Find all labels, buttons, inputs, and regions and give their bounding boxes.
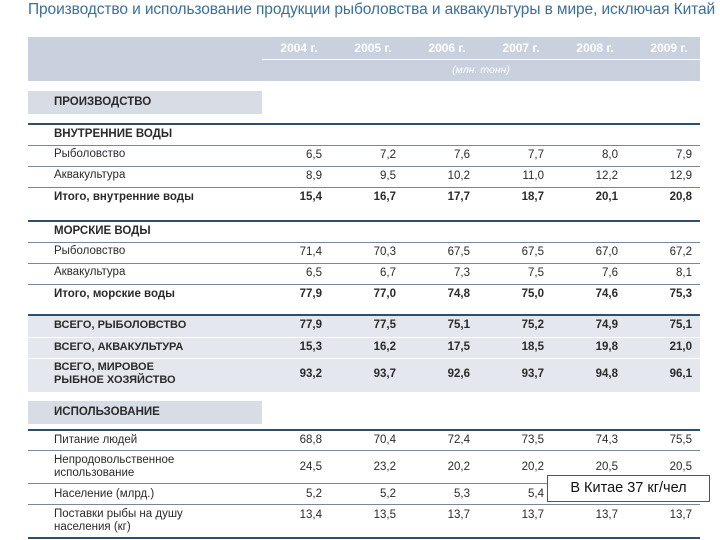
- cell: 18,5: [521, 341, 544, 353]
- cell: 7,6: [454, 149, 470, 161]
- cell: 67,0: [595, 246, 618, 258]
- cell: 24,5: [299, 461, 322, 473]
- row-label: ВСЕГО, АКВАКУЛЬТУРА: [54, 341, 184, 353]
- cell: 92,6: [447, 368, 470, 380]
- table-row-total: [28, 284, 700, 308]
- data-table: [28, 37, 700, 540]
- cell: 8,9: [306, 170, 322, 182]
- row-label: Рыболовство: [54, 148, 126, 160]
- cell: 9,5: [380, 170, 396, 182]
- cell: 13,7: [521, 509, 544, 521]
- table-row-total: [28, 337, 700, 359]
- unit-label: (млн. тонн): [452, 64, 510, 76]
- page-title: Производство и использование продукции рыболовства и аквакультуры в мире, исключая Китай: [28, 1, 716, 18]
- table-row: [28, 166, 700, 188]
- cell: 20,2: [521, 461, 544, 473]
- row-label-line: Поставки рыбы на душу: [54, 508, 183, 520]
- table-row: [28, 431, 700, 450]
- cell: 5,2: [306, 488, 322, 500]
- cell: 75,5: [669, 434, 692, 446]
- cell: 17,5: [447, 341, 470, 353]
- cell: 5,4: [528, 488, 544, 500]
- cell: 72,4: [447, 434, 470, 446]
- table-row: [28, 504, 700, 538]
- cell: 74,8: [447, 288, 470, 300]
- cell: 67,5: [447, 246, 470, 258]
- row-label-line: РЫБНОЕ ХОЗЯЙСТВО: [54, 374, 176, 386]
- cell: 70,3: [373, 246, 396, 258]
- cell: 75,3: [669, 288, 692, 300]
- row-label: Итого, внутренние воды: [54, 191, 194, 203]
- year-header: 2007 г.: [502, 41, 540, 55]
- section-production: ПРОИЗВОДСТВО: [28, 91, 262, 114]
- cell: 75,1: [447, 319, 470, 331]
- cell: 13,7: [595, 509, 618, 521]
- cell: 77,0: [373, 288, 396, 300]
- row-label: Аквакультура: [54, 169, 126, 181]
- row-label: Население (млрд.): [54, 488, 155, 500]
- year-header: 2005 г.: [354, 41, 392, 55]
- table-row-total: [28, 358, 700, 392]
- cell: 7,6: [602, 267, 618, 279]
- cell: 94,8: [595, 368, 618, 380]
- header-divider: [262, 59, 700, 60]
- year-header: 2006 г.: [428, 41, 466, 55]
- cell: 20,8: [669, 191, 692, 203]
- cell: 13,7: [447, 509, 470, 521]
- cell: 5,3: [454, 488, 470, 500]
- cell: 19,8: [595, 341, 618, 353]
- cell: 7,3: [454, 267, 470, 279]
- cell: 16,2: [373, 341, 396, 353]
- cell: 15,4: [299, 191, 322, 203]
- row-label: Аквакультура: [54, 266, 126, 278]
- cell: 16,7: [373, 191, 396, 203]
- cell: 13,5: [373, 509, 396, 521]
- cell: 75,1: [669, 319, 692, 331]
- cell: 75,2: [521, 319, 544, 331]
- subsection-inland: ВНУТРЕННИЕ ВОДЫ: [28, 123, 700, 140]
- row-label: [54, 508, 254, 534]
- row-label: Итого, морские воды: [54, 288, 175, 300]
- cell: 20,5: [595, 461, 618, 473]
- row-label: Питание людей: [54, 434, 138, 446]
- subsection-marine: МОРСКИЕ ВОДЫ: [28, 220, 700, 237]
- cell: 20,5: [669, 461, 692, 473]
- cell: 11,0: [522, 170, 544, 182]
- cell: 6,7: [380, 267, 396, 279]
- cell: 21,0: [669, 341, 692, 353]
- table-row-total: [28, 187, 700, 211]
- cell: 77,5: [373, 319, 396, 331]
- row-label-line: населения (кг): [54, 521, 131, 533]
- row-label: Рыболовство: [54, 245, 126, 257]
- cell: 93,2: [299, 368, 322, 380]
- cell: 74,3: [595, 434, 618, 446]
- cell: 7,5: [528, 267, 544, 279]
- year-header: 2008 г.: [576, 41, 614, 55]
- cell: 74,9: [595, 319, 618, 331]
- row-label: [54, 361, 254, 387]
- cell: 17,7: [447, 191, 470, 203]
- cell: 18,7: [521, 191, 544, 203]
- cell: 20,1: [595, 191, 618, 203]
- cell: 77,9: [299, 288, 322, 300]
- year-header: 2004 г.: [280, 41, 318, 55]
- cell: 10,2: [447, 170, 470, 182]
- cell: 67,5: [521, 246, 544, 258]
- cell: 7,2: [380, 149, 396, 161]
- cell: 67,2: [669, 246, 692, 258]
- table-row: [28, 242, 700, 264]
- row-label: ВСЕГО, РЫБОЛОВСТВО: [54, 319, 187, 331]
- cell: 93,7: [373, 368, 396, 380]
- cell: 12,2: [595, 170, 618, 182]
- callout-box: В Китае 37 кг/чел: [547, 475, 710, 502]
- cell: 8,1: [676, 267, 692, 279]
- cell: 70,4: [373, 434, 396, 446]
- cell: 12,9: [669, 170, 692, 182]
- table-row: [28, 145, 700, 167]
- table-row-total: [28, 316, 700, 337]
- cell: 77,9: [299, 319, 322, 331]
- cell: 5,2: [380, 488, 396, 500]
- cell: 20,2: [447, 461, 470, 473]
- row-label-line: использование: [54, 467, 135, 479]
- year-header: 2009 г.: [650, 41, 688, 55]
- row-label: [54, 454, 254, 480]
- row-label-line: ВСЕГО, МИРОВОЕ: [54, 361, 154, 373]
- cell: 6,5: [306, 267, 322, 279]
- cell: 68,8: [299, 434, 322, 446]
- table-row: [28, 263, 700, 285]
- cell: 6,5: [306, 149, 322, 161]
- section-use: ИСПОЛЬЗОВАНИЕ: [28, 401, 262, 424]
- cell: 13,7: [669, 509, 692, 521]
- cell: 73,5: [521, 434, 544, 446]
- cell: 74,6: [595, 288, 618, 300]
- cell: 93,7: [521, 368, 544, 380]
- row-label-line: Непродовольственное: [54, 454, 175, 466]
- cell: 96,1: [669, 368, 692, 380]
- cell: 7,9: [676, 149, 692, 161]
- cell: 8,0: [602, 149, 618, 161]
- table-header: [28, 37, 700, 81]
- cell: 71,4: [299, 246, 322, 258]
- cell: 75,0: [521, 288, 544, 300]
- cell: 7,7: [528, 149, 544, 161]
- cell: 23,2: [373, 461, 396, 473]
- table-bottom-rule: [28, 537, 700, 539]
- cell: 15,3: [299, 341, 322, 353]
- cell: 13,4: [299, 509, 322, 521]
